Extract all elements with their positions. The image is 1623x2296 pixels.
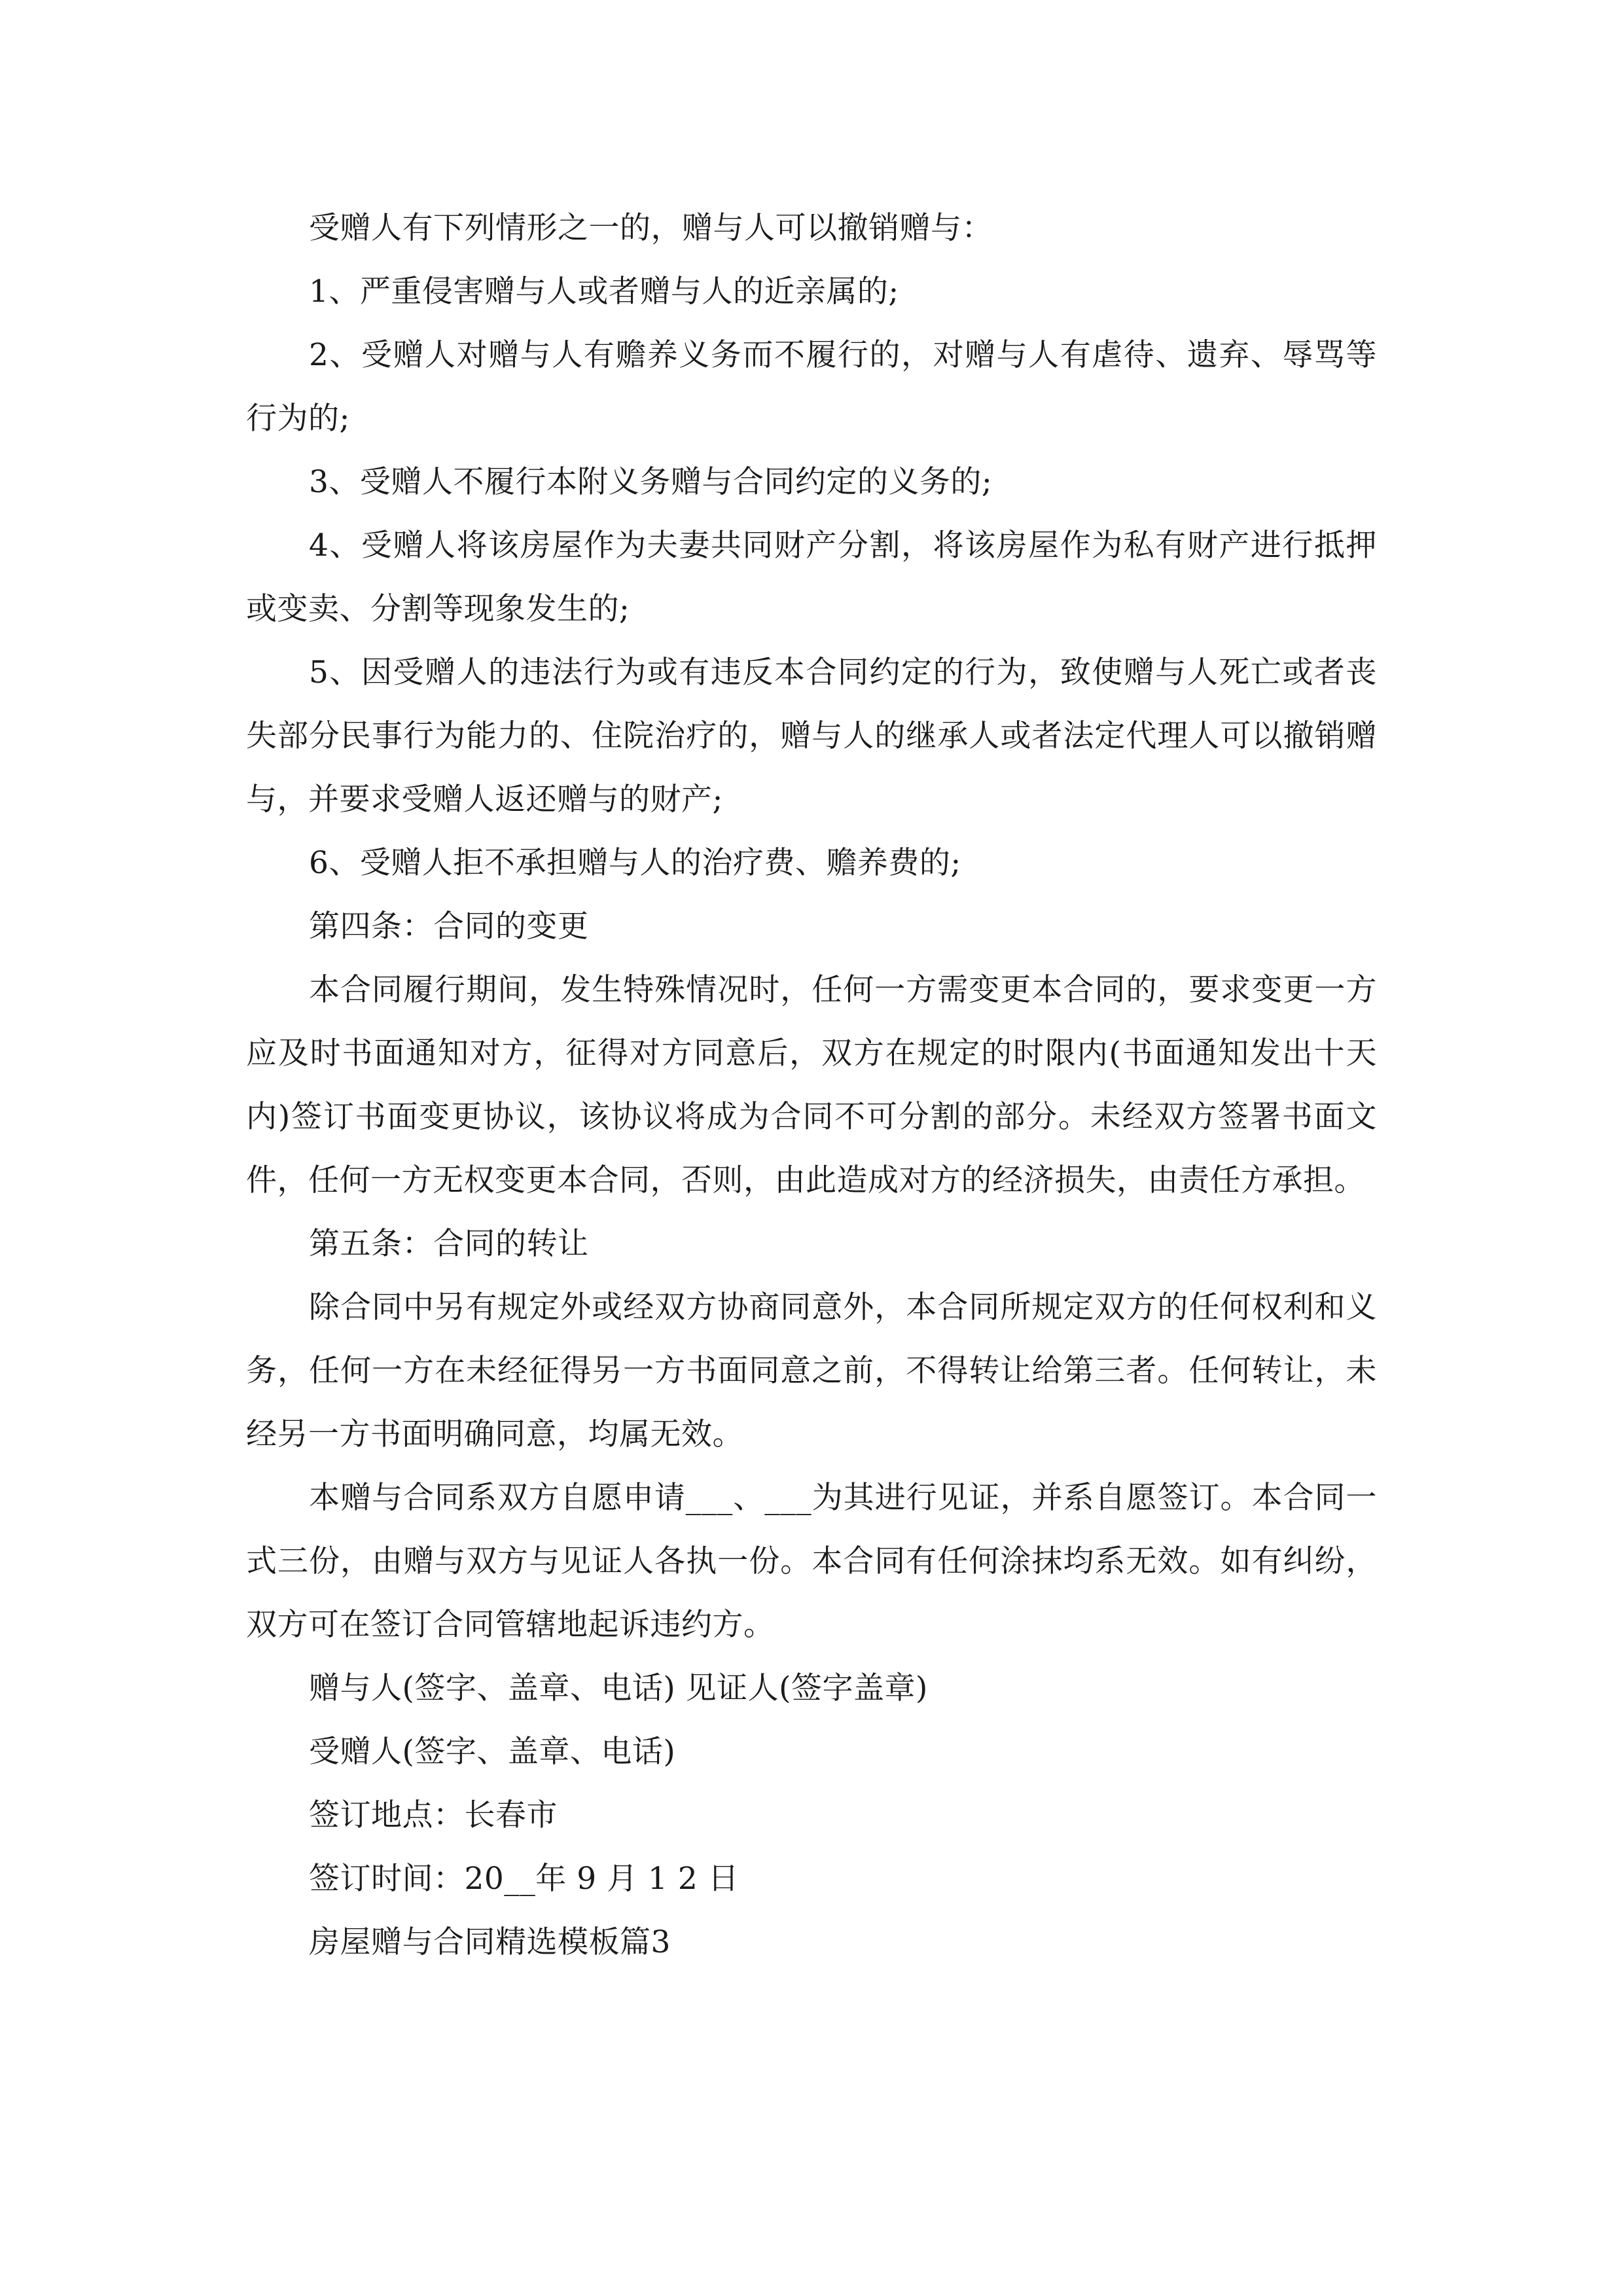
- signing-date: 签订时间：20__年 9 月 1 2 日: [309, 1861, 740, 1897]
- document-page: [246, 196, 1377, 1974]
- article-5-heading: 第五条：合同的转让: [309, 1226, 589, 1262]
- article-5-body: 除合同中另有规定外或经双方协商同意外，本合同所规定双方的任何权利和义务，任何一方在未经征得另一方书面同意之前，不得转让给第三者。任何转让，未经另一方书面明确同意，均属无效。: [246, 1289, 1377, 1452]
- revocation-item-5: 5、因受赠人的违法行为或有违反本合同约定的行为，致使赠与人死亡或者丧失部分民事行为能力的、住院治疗的，赠与人的继承人或者法定代理人可以撤销赠与，并要求受赠人返还赠与的财产;: [246, 655, 1377, 817]
- next-template-title: 房屋赠与合同精选模板篇3: [309, 1924, 671, 1960]
- signature-donor-witness: 赠与人(签字、盖章、电话) 见证人(签字盖章): [309, 1670, 928, 1706]
- signature-donee: 受赠人(签字、盖章、电话): [309, 1734, 676, 1770]
- revocation-item-4: 4、受赠人将该房屋作为夫妻共同财产分割，将该房屋作为私有财产进行抵押或变卖、分割等现象发生的;: [246, 528, 1377, 627]
- signing-place: 签订地点：长春市: [309, 1797, 558, 1833]
- revocation-intro: 受赠人有下列情形之一的，赠与人可以撤销赠与：: [309, 210, 993, 246]
- revocation-item-2: 2、受赠人对赠与人有赡养义务而不履行的，对赠与人有虐待、遗弃、辱骂等行为的;: [246, 337, 1377, 437]
- revocation-item-3: 3、受赠人不履行本附义务赠与合同约定的义务的;: [309, 464, 993, 500]
- article-4-heading: 第四条：合同的变更: [309, 908, 589, 944]
- article-4-body: 本合同履行期间，发生特殊情况时，任何一方需变更本合同的，要求变更一方应及时书面通知对方，征得对方同意后，双方在规定的时限内(书面通知发出十天内)签订书面变更协议，该协议将成为合同不可分割的部分。未经双方签署书面文件，任何一方无权变更本合同，否则，由此造成对方的经济损失，由责任方承担。: [246, 972, 1377, 1198]
- witness-clause: 本赠与合同系双方自愿申请___、___为其进行见证，并系自愿签订。本合同一式三份，由赠与双方与见证人各执一份。本合同有任何涂抹均系无效。如有纠纷，双方可在签订合同管辖地起诉违约方。: [246, 1480, 1377, 1643]
- revocation-item-1: 1、严重侵害赠与人或者赠与人的近亲属的;: [309, 274, 899, 310]
- revocation-item-6: 6、受赠人拒不承担赠与人的治疗费、赡养费的;: [309, 845, 961, 881]
